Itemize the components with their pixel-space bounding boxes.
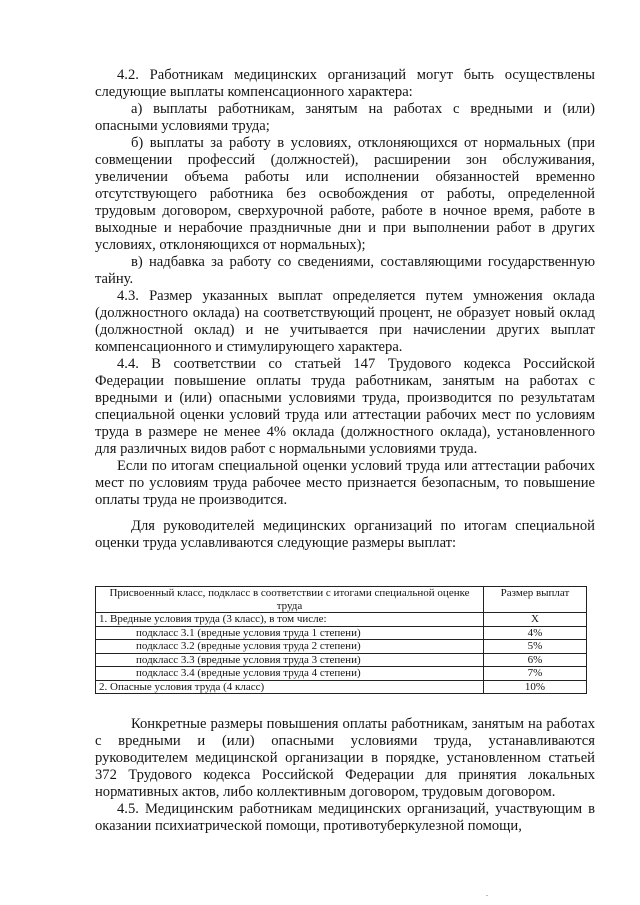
table-row — [96, 667, 587, 681]
row-value: 10% — [484, 680, 587, 694]
paragraph-4-2-c: в) надбавка за работу со сведениями, составляющими государственную тайну. — [95, 254, 595, 287]
table-row — [96, 653, 587, 667]
table-row — [96, 613, 587, 627]
table-row — [96, 626, 587, 640]
paragraph-4-2-a: а) выплаты работникам, занятым на работах с вредными и (или) опасными условиями труда; — [95, 101, 595, 134]
paragraph-managers: Для руководителей медицинских организаций по итогам специальной оценки труда уславливаются следующие размеры выплат: — [95, 518, 595, 551]
scan-mark: - — [486, 893, 488, 899]
paragraph-4-5: 4.5. Медицинским работникам медицинских организаций, участвующим в оказании психиатрической помощи, противотуберкулезной помощи, — [95, 801, 595, 834]
paragraph-4-3: 4.3. Размер указанных выплат определяется путем умножения оклада (должностного оклада) на соответствующий процент, не образует новый оклад (должностной оклад) и не учитывается при начислении других выплат компенсационного и стимулирующего характера. — [95, 288, 595, 355]
paragraph-safe-workplace: Если по итогам специальной оценки условий труда или аттестации рабочих мест по условиям труда рабочее место признается безопасным, то повышение оплаты труда не производится. — [95, 458, 595, 508]
row-value: X — [484, 613, 587, 627]
row-label: подкласс 3.3 (вредные условия труда 3 степени) — [96, 653, 484, 667]
row-value: 6% — [484, 653, 587, 667]
payment-table — [95, 586, 587, 694]
paragraph-specific-amounts: Конкретные размеры повышения оплаты работникам, занятым на работах с вредными и (или) опасными условиями труда, устанавливаются руководителем медицинской организации в порядке, установленном статьей 372 Трудового кодекса Российской Федерации для принятия локальных нормативных актов, либо коллективным договором, трудовым договором. — [95, 716, 595, 800]
text-block-bottom — [95, 716, 595, 835]
text-block-table-intro — [95, 518, 595, 552]
row-label: 2. Опасные условия труда (4 класс) — [96, 680, 484, 694]
paragraph-4-4: 4.4. В соответствии со статьей 147 Трудового кодекса Российской Федерации повышение оплаты труда работникам, занятым на работах с вредными и (или) опасными условиями труда, производится по результатам специальной оценки условий труда или аттестации рабочих мест по условиям труда в размере не менее 4% оклада (должностного оклада), установленного для различных видов работ с нормальными условиями труда. — [95, 356, 595, 457]
header-class: Присвоенный класс, подкласс в соответствии с итогами специальной оценке труда — [96, 587, 484, 613]
header-amount: Размер выплат — [484, 587, 587, 613]
table-header-row — [96, 587, 587, 613]
row-value: 5% — [484, 640, 587, 654]
row-label: 1. Вредные условия труда (3 класс), в том числе: — [96, 613, 484, 627]
text-block-top — [95, 67, 595, 509]
row-label: подкласс 3.2 (вредные условия труда 2 степени) — [96, 640, 484, 654]
table-row — [96, 640, 587, 654]
row-label: подкласс 3.4 (вредные условия труда 4 степени) — [96, 667, 484, 681]
paragraph-4-2: 4.2. Работникам медицинских организаций могут быть осуществлены следующие выплаты компенсационного характера: — [95, 67, 595, 100]
row-label: подкласс 3.1 (вредные условия труда 1 степени) — [96, 626, 484, 640]
table-row — [96, 680, 587, 694]
paragraph-4-2-b: б) выплаты за работу в условиях, отклоняющихся от нормальных (при совмещении профессий (должностей), расширении зон обслуживания, увеличении объема работы или исполнении обязанностей временно отсутствующего работника без освобождения от работы, определенной трудовым договором, сверхурочной работе, работе в ночное время, работе в выходные и нерабочие праздничные дни и при выполнении работ в других условиях, отклоняющихся от нормальных); — [95, 135, 595, 253]
row-value: 4% — [484, 626, 587, 640]
row-value: 7% — [484, 667, 587, 681]
